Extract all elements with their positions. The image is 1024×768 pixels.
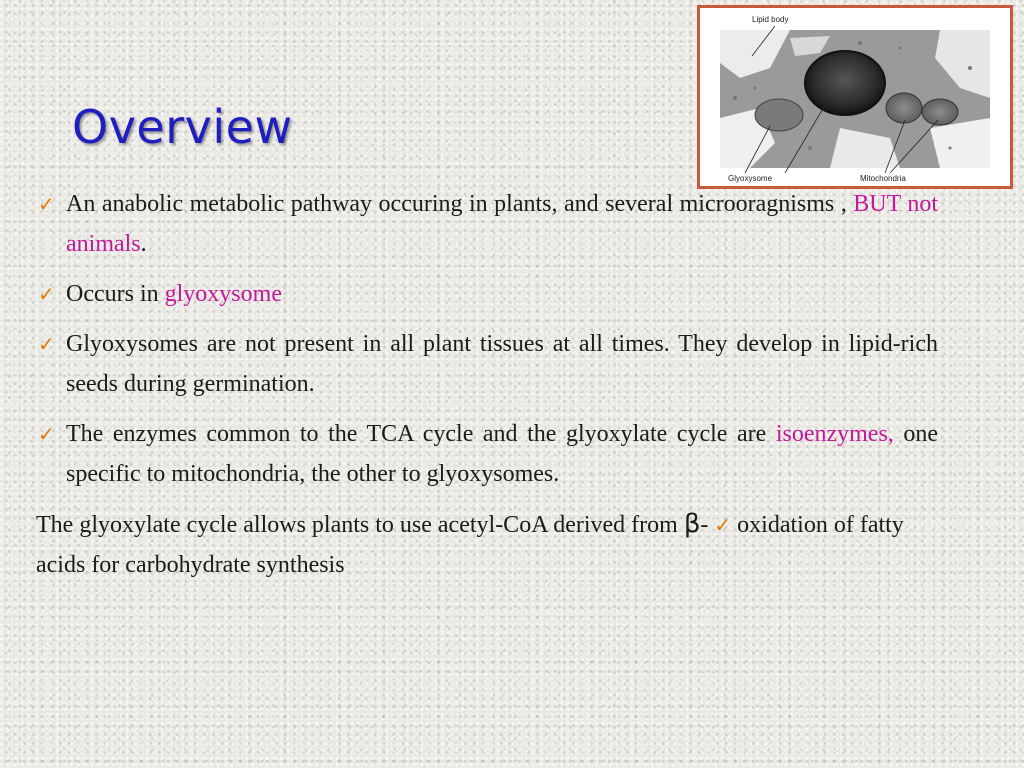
bullet-highlight: glyoxysome [164, 281, 282, 307]
paragraph-text-after: oxidation of fatty acids for carbohydrate synthesis [36, 512, 904, 578]
micrograph-image [700, 8, 1010, 186]
bullet-highlight: isoenzymes, [775, 421, 894, 447]
label-mitochondria: Mitochondria [860, 174, 906, 183]
check-icon: ✓ [38, 422, 55, 446]
slide-body [36, 184, 938, 585]
bullet-item [36, 414, 938, 494]
bullet-text: Glyoxysomes are not present in all plant tissues at all times. They develop in lipid-rich seeds during germination. [66, 331, 938, 397]
check-icon: ✓ [38, 192, 55, 216]
bullet-suffix: one specific to mitochondria, the other to glyoxysomes. [66, 421, 939, 487]
bullet-item [36, 274, 938, 314]
micrograph-figure [697, 5, 1013, 189]
paragraph-text-before: The glyoxylate cycle allows plants to use acetyl-CoA derived from [36, 512, 678, 538]
slide-title: Overview [72, 100, 293, 154]
bullet-highlight: BUT not animals [66, 191, 938, 257]
bullet-text: Occurs in [66, 281, 159, 307]
paragraph-dash: - [700, 512, 709, 538]
bullet-list [36, 184, 938, 494]
check-icon: ✓ [714, 513, 732, 537]
bullet-item [36, 184, 938, 264]
beta-symbol: β [683, 509, 701, 539]
bullet-item [36, 324, 938, 404]
bullet-text: The enzymes common to the TCA cycle and the glyoxylate cycle are [66, 421, 767, 447]
bullet-suffix: . [140, 231, 147, 257]
check-icon: ✓ [38, 332, 55, 356]
summary-paragraph [36, 504, 938, 585]
label-lipid-body: Lipid body [752, 15, 789, 24]
check-icon: ✓ [38, 282, 55, 306]
label-glyoxysome: Glyoxysome [728, 174, 773, 183]
bullet-text: An anabolic metabolic pathway occuring in plants, and several microoragnisms , [66, 191, 847, 217]
